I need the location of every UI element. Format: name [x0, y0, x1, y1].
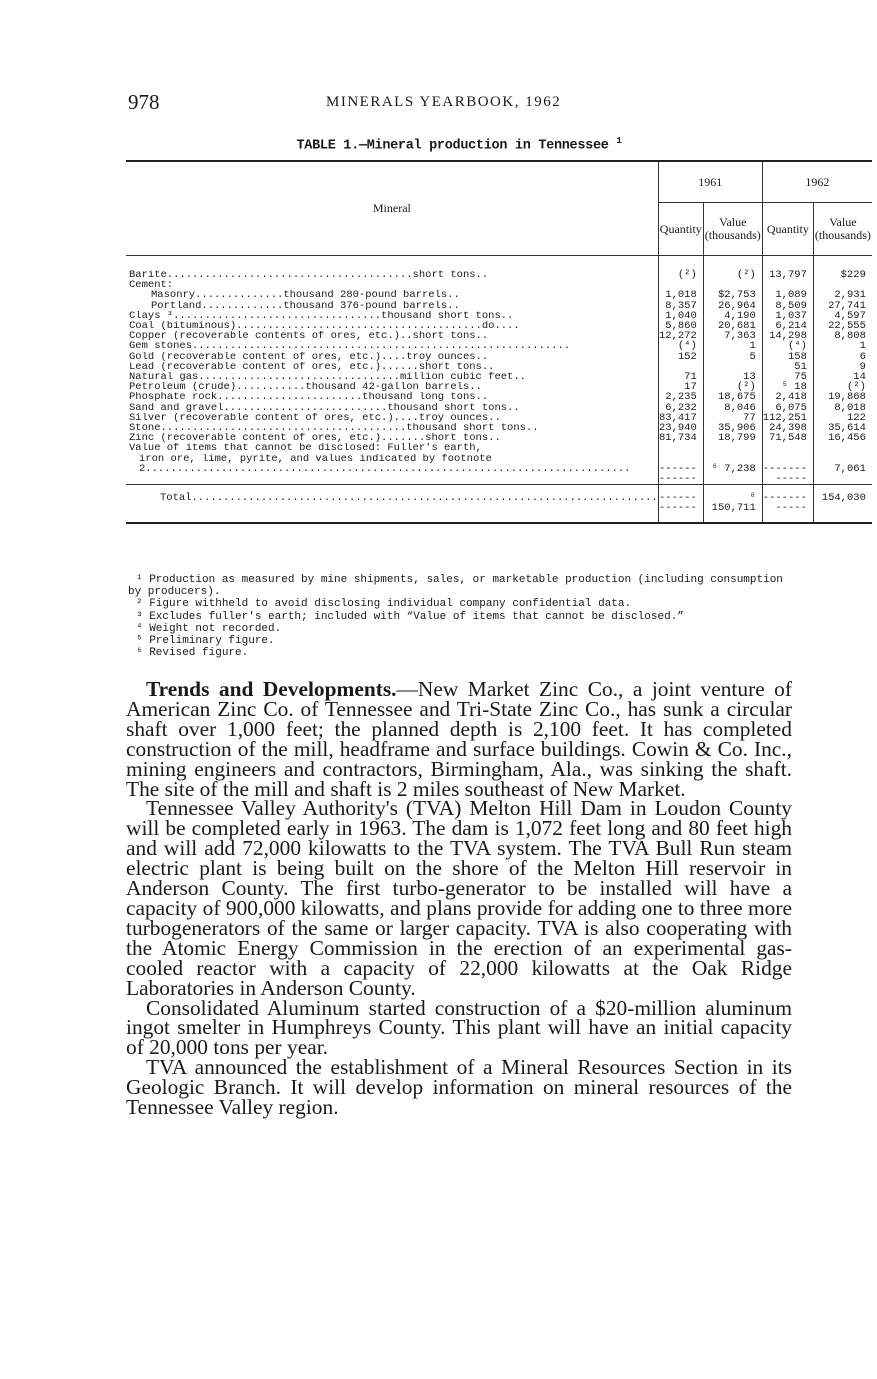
cell-v61: 8,046	[703, 403, 762, 413]
cell-q61: ------------	[658, 464, 703, 485]
table-row	[126, 280, 872, 290]
table-row	[126, 341, 872, 351]
cell-v62: 19,868	[813, 392, 872, 402]
running-head	[128, 90, 790, 114]
cell-v61: 13	[703, 372, 762, 382]
cell-q61: 152	[658, 352, 703, 362]
footnote: ⁶ Revised figure.	[136, 647, 249, 660]
cell-v62: 27,741	[813, 301, 872, 311]
page-number: 978	[128, 90, 160, 114]
row-label: Petroleum (crude)...........thousand 42-gallon barrels..	[129, 382, 482, 393]
table-row	[126, 392, 872, 402]
table-row	[126, 443, 872, 453]
spacer-cell	[813, 256, 872, 271]
cell-q62: (⁴)	[762, 341, 813, 351]
cell-q62: 51	[762, 362, 813, 372]
row-label: Zinc (recoverable content of ores, etc.).......short tons..	[129, 433, 501, 444]
cell-q61: 6,232	[658, 403, 703, 413]
cell-v62: 9	[813, 362, 872, 372]
col-header-year-1961: 1961	[658, 161, 762, 203]
cell-q62: 14,298	[762, 331, 813, 341]
paragraph-3: Consolidated Aluminum started construction of a $20-million aluminum ingot smelter in Humphreys County. This plant will have an initial capacity of 20,000 tons per year.	[126, 995, 792, 1060]
cell-v61: (²)	[703, 270, 762, 280]
cell-q62: 158	[762, 352, 813, 362]
cell-v61: ⁶ 7,238	[703, 464, 762, 485]
spacer-cell	[658, 256, 703, 271]
cell-q62: 71,548	[762, 433, 813, 443]
cell-v61: 7,363	[703, 331, 762, 341]
cell-q61: 1,018	[658, 290, 703, 300]
cell-q62: 13,797	[762, 270, 813, 280]
row-label: Value of items that cannot be disclosed: Fuller's earth,	[129, 443, 482, 454]
table-row	[126, 362, 872, 372]
cell-v61: 4,190	[703, 311, 762, 321]
cell-v61: 18,799	[703, 433, 762, 443]
section-heading: Trends and Developments.	[146, 677, 397, 701]
col-header-year-1962: 1962	[762, 161, 872, 203]
row-label: Gem stones............................................................	[129, 341, 571, 352]
row-label: Silver (recoverable content of ores, etc.)....troy ounces..	[129, 412, 501, 424]
cell-v62: 6	[813, 352, 872, 362]
table-row	[126, 290, 872, 300]
col-header-quantity-1962: Quantity	[762, 203, 813, 256]
cell-v61: 77	[703, 413, 762, 423]
table-caption-note: 1	[616, 136, 622, 146]
footnote: ⁵ Preliminary figure.	[136, 635, 275, 648]
cell-v62: (²)	[813, 382, 872, 392]
cell-q62: 2,418	[762, 392, 813, 402]
table-row	[126, 423, 872, 433]
cell-v61: 18,675	[703, 392, 762, 402]
cell-v62: 122	[813, 413, 872, 423]
mineral-production-table	[126, 160, 872, 524]
col-header-quantity-1961: Quantity	[658, 203, 703, 256]
cell-q61: 71	[658, 372, 703, 382]
spacer-cell	[703, 256, 762, 271]
paragraph-1-text: —New Market Zinc Co., a joint venture of American Zinc Co. of Tennessee and Tri-State Zinc Co., has sunk a circular shaft over 1,000 feet; the planned depth is 2,100 feet. It has completed construction of the mill, headframe and surface buildings. Cowin & Co. Inc., mining engineers and contractors, Birmingham, Ala., was sinking the shaft. The site of the mill and shaft is 2 miles southeast of New Market.	[126, 677, 792, 801]
cell-v62: 4,597	[813, 311, 872, 321]
table-row	[126, 352, 872, 362]
cell-q61: 23,940	[658, 423, 703, 433]
cell-v62: 14	[813, 372, 872, 382]
row-label: 2.............................................................................	[139, 463, 631, 475]
row-label: Cement:	[129, 280, 174, 291]
row-label: iron ore, lime, pyrite, and values indicated by footnote	[139, 453, 492, 464]
running-title: MINERALS YEARBOOK, 1962	[326, 94, 562, 110]
cell-v62: 8,018	[813, 403, 872, 413]
row-label: Total..........................................................................	[126, 485, 658, 523]
cell-v61: 20,681	[703, 321, 762, 331]
cell-q61: 2,235	[658, 392, 703, 402]
table-row	[126, 454, 872, 464]
cell-q61	[658, 443, 703, 453]
row-label: Gold (recoverable content of ores, etc.)....troy ounces..	[129, 351, 489, 362]
cell-q62: 112,251	[762, 413, 813, 423]
table-caption-text: TABLE 1.—Mineral production in Tennessee	[296, 138, 609, 154]
paragraph-2: Tennessee Valley Authority's (TVA) Melton Hill Dam in Loudon County will be completed early in 1963. The dam is 1,072 feet long and 80 feet high and will add 72,000 kilowatts to the TVA system. The TVA Bull Run steam electric plant is being built on the shore of the Melton Hill reservoir in Anderson County. The first turbo-generator to be installed will have a capacity of 900,000 kilowatts, and plans provide for adding one to three more turbogenerators of the same or larger capacity. TVA is also cooperating with the Atomic Energy Commission in the erection of an experimental gas-cooled reactor with a capacity of 22,000 kilowatts at the Oak Ridge Laboratories in Anderson County.	[126, 796, 792, 1000]
cell-q61: 8,357	[658, 301, 703, 311]
cell-v61: 1	[703, 341, 762, 351]
table-row	[126, 403, 872, 413]
cell-q61: 83,417	[658, 413, 703, 423]
cell-q62: 1,089	[762, 290, 813, 300]
spacer-row	[126, 256, 872, 271]
footnote: ³ Excludes fuller's earth; included with “Value of items that cannot be disclosed.”	[136, 610, 684, 623]
cell-v62: 8,808	[813, 331, 872, 341]
row-label: Lead (recoverable content of ores, etc.)......short tons..	[129, 361, 495, 373]
table-total-row	[126, 485, 872, 523]
cell-q62: 6,214	[762, 321, 813, 331]
cell-q61: 5,860	[658, 321, 703, 331]
cell-q61: (⁴)	[658, 341, 703, 351]
table-row	[126, 270, 872, 280]
cell-q62: ⁵ 18	[762, 382, 813, 392]
cell-q61: 17	[658, 382, 703, 392]
cell-q62: 6,075	[762, 403, 813, 413]
table-row	[126, 413, 872, 423]
cell-q62: 8,509	[762, 301, 813, 311]
cell-v61	[703, 443, 762, 453]
cell-q61: (²)	[658, 270, 703, 280]
table-row	[126, 321, 872, 331]
cell-v62: $229	[813, 270, 872, 280]
footnote: ⁴ Weight not recorded.	[136, 622, 282, 635]
cell-v61: (²)	[703, 382, 762, 392]
table-caption	[128, 136, 790, 154]
footnotes	[128, 574, 798, 659]
cell-v61: 35,906	[703, 423, 762, 433]
row-label: Phosphate rock.......................thousand long tons..	[129, 392, 489, 403]
cell-v61: $2,753	[703, 290, 762, 300]
cell-v61: 5	[703, 352, 762, 362]
row-label: Stone.......................................thousand short tons..	[129, 423, 539, 434]
table-row	[126, 464, 872, 485]
row-label: Sand and gravel..........................thousand short tons..	[129, 402, 520, 413]
paragraph-4: TVA announced the establishment of a Mineral Resources Section in its Geologic Branch. It will develop information on mineral resources of the Tennessee Valley region.	[126, 1055, 792, 1120]
col-header-value-1962: Value (thousands)	[813, 203, 872, 256]
col-header-value-1961: Value (thousands)	[703, 203, 762, 256]
spacer-cell	[126, 256, 658, 271]
cell-q61: 1,040	[658, 311, 703, 321]
cell-v62: 16,456	[813, 433, 872, 443]
cell-q61: 12,272	[658, 331, 703, 341]
cell-q62: ------------	[762, 464, 813, 485]
footnote: ² Figure withheld to avoid disclosing individual company confidential data.	[136, 598, 632, 611]
cell-v61: ⁶ 150,711	[703, 485, 762, 523]
body-text	[126, 677, 792, 1120]
row-label: Clays ³.................................thousand short tons..	[129, 310, 514, 322]
col-header-mineral: Mineral	[126, 161, 658, 256]
row-label: Masonry..............thousand 280-pound barrels..	[151, 290, 460, 301]
footnote: ¹ Production as measured by mine shipments, sales, or marketable production (including consumption by producers).	[128, 574, 783, 599]
table-row	[126, 372, 872, 382]
paragraph-1	[126, 677, 792, 801]
cell-q62: 24,398	[762, 423, 813, 433]
table-row	[126, 301, 872, 311]
table-row	[126, 382, 872, 392]
cell-q62	[762, 443, 813, 453]
table-row	[126, 433, 872, 443]
row-label: Barite.......................................short tons..	[129, 270, 489, 281]
cell-v62: 22,555	[813, 321, 872, 331]
cell-q61: ------------	[658, 485, 703, 523]
cell-v62: 35,614	[813, 423, 872, 433]
row-label: Coal (bituminous).......................................do....	[129, 321, 520, 332]
cell-q61: 81,734	[658, 433, 703, 443]
cell-v62	[813, 443, 872, 453]
table-body	[126, 256, 872, 523]
row-label: Natural gas................................million cubic feet..	[129, 372, 526, 383]
cell-q62: 1,037	[762, 311, 813, 321]
table-row	[126, 311, 872, 321]
cell-v62: 1	[813, 341, 872, 351]
spacer-cell	[762, 256, 813, 271]
cell-v62: 154,030	[813, 485, 872, 523]
row-label: Portland.............thousand 376-pound barrels..	[151, 300, 460, 311]
cell-v62: 2,931	[813, 290, 872, 300]
cell-q62: ------------	[762, 485, 813, 523]
cell-v61: 26,964	[703, 301, 762, 311]
row-label: Copper (recoverable contents of ores, etc.)..short tons..	[129, 331, 489, 342]
table-row	[126, 331, 872, 341]
cell-q62: 75	[762, 372, 813, 382]
cell-v62: 7,061	[813, 464, 872, 485]
